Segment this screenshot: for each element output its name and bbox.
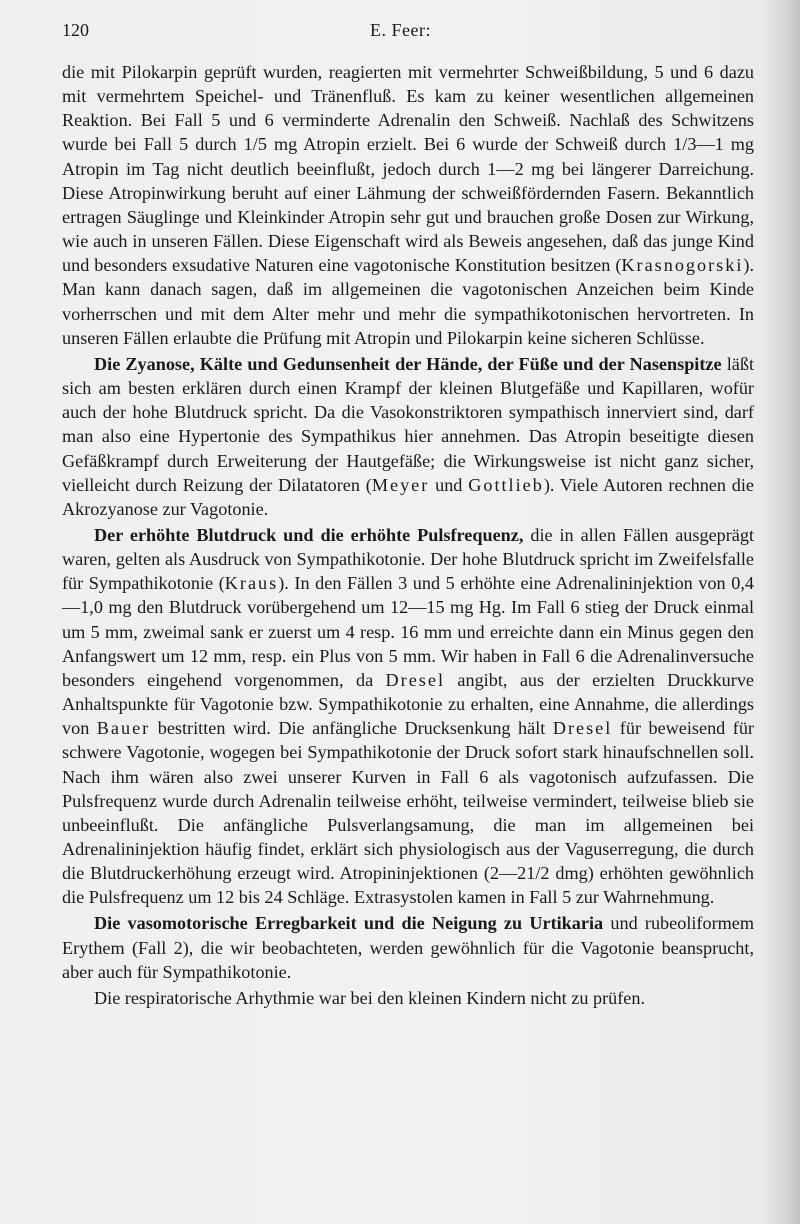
running-head: E. Feer: (370, 20, 431, 40)
binding-shadow (762, 0, 800, 1224)
paragraph-4 (62, 911, 754, 983)
text-run: —1 mg Atropin im Tag nicht deutlich beeinflußt, jedoch durch 1—2 mg bei längerer Darreichung. Diese Atropinwirkung beruht auf einer Lähmung der schweißfördernden Fasern. Bekanntlich ertragen Säuglinge und Kleinkinder Atropin sehr gut und brauchen große Dosen zur Wirkung, wie auch in unseren Fällen. Diese Eigenschaft wird als Beweis angesehen, daß das junge Kind und besonders exsudative Naturen eine vagotonische Konstitution besitzen ( (62, 134, 754, 276)
fraction: 1/2 (526, 863, 550, 884)
fraction: 1/5 (243, 134, 267, 155)
page-number: 120 (62, 20, 89, 40)
author-name: Dresel (552, 718, 613, 739)
text-run: bestritten wird. Die anfängliche Drucksenkung hält (150, 718, 553, 739)
fraction: 1/3 (673, 134, 697, 155)
text-run: die mit Pilokarpin geprüft wurden, reagierten mit vermehrter Schweißbildung, 5 und 6 dazu mit vermehrtem Speichel- und Tränenfluß. Es kam zu keiner wesentlichen allgemeinen Reaktion. Bei Fall 5 und 6 verminderte Adrenalin den Schweiß. Nachlaß des Schwitzens wurde bei Fall 5 durch (62, 62, 754, 155)
paragraph-2 (62, 352, 754, 521)
paragraph-1 (62, 60, 754, 350)
text-run: für beweisend für schwere Vagotonie, wogegen bei Sympathikotonie der Druck sofort stark hinaufschnellen soll. Nach ihm wären also zwei unserer Kurven in Fall 6 als vagotonisch aufzufassen. Die Pulsfrequenz wurde durch Adrenalin teilweise erhöht, teilweise vermindert, teilweise blieb sie unbeeinflußt. Die anfängliche Pulsverlangsamung, die man im allgemeinen bei Adrenalininjektion häufig findet, erklärt sich physiologisch aus der Vaguserregung, die durch die Blutdruckerhöhung erzeugt wird. Atropininjektionen (2—2 (62, 718, 754, 884)
text-run: ). Viele Autoren rechnen die Akrozyanose zur Vagotonie. (62, 474, 755, 519)
text-run: mg Atropin erzielt. Bei 6 wurde der Schweiß durch (266, 134, 674, 155)
author-name: Bauer (96, 718, 151, 739)
body-text (62, 60, 754, 1010)
text-run: ). In den Fällen 3 und 5 erhöhte eine Adrenalininjektion von 0,4—1,0 mg den Blutdruck vorübergehend um 12—15 mg Hg. Im Fall 6 stieg der Druck einmal um 5 mm, zweimal sank er zuerst um 4 resp. 16 mm und erreichte dann ein Minus gegen den Anfangswert um 12 mm, resp. ein Plus von 5 mm. Wir haben in Fall 6 die Adrenalinversuche besonders eingehend vorgenommen, da (62, 573, 754, 690)
author-name: Gottlieb (468, 474, 544, 495)
page-header (62, 20, 752, 44)
text-run: und (429, 474, 469, 495)
author-name: Dresel (385, 669, 446, 690)
paragraph-5 (62, 986, 754, 1010)
paragraph-3 (62, 523, 754, 910)
text-run: und rubeoliformem Erythem (Fall 2), die wir beobachteten, werden gewöhnlich für die Vagotonie beansprucht, aber auch für Sympathikotonie. (62, 913, 754, 982)
author-name: Meyer (371, 474, 430, 495)
section-heading: Die vasomotorische Erregbarkeit und die Neigung zu Urtikaria (94, 913, 604, 934)
section-heading: Der erhöhte Blutdruck und die erhöhte Pulsfrequenz, (94, 524, 524, 545)
text-run: dmg) erhöhten gewöhnlich die Pulsfrequenz um 12 bis 24 Schläge. Extrasystolen kamen in Fall 5 zur Wahrnehmung. (62, 863, 754, 908)
text-run: die in allen Fällen ausgeprägt waren, gelten als Ausdruck von Sympathikotonie. Der hohe Blutdruck spricht im Zweifelsfalle für Sympathikotonie ( (62, 524, 755, 594)
text-run: angibt, aus der erzielten Druckkurve Anhaltspunkte für Vagotonie bzw. Sympathikotonie zu erhalten, eine Annahme, die allerdings von (62, 669, 754, 739)
author-name: Kraus (224, 573, 279, 594)
section-heading: Die Zyanose, Kälte und Gedunsenheit der Hände, der Füße und der Nasenspitze (94, 353, 722, 374)
text-run: ). Man kann danach sagen, daß im allgemeinen die vagotonischen Anzeichen beim Kinde vorherrschen und mit dem Alter mehr und mehr die sympathikotonischen hervortreten. In unseren Fällen erlaubte die Prüfung mit Atropin und Pilokarpin keine sicheren Schlüsse. (62, 255, 754, 348)
author-name: Krasnogorski (621, 255, 744, 276)
text-run: Die respiratorische Arhythmie war bei den kleinen Kindern nicht zu prüfen. (94, 987, 645, 1008)
text-run: läßt sich am besten erklären durch einen Krampf der kleinen Blutgefäße und Kapillaren, wofür auch der hohe Blutdruck spricht. Da die Vasokonstriktoren sympathisch innerviert sind, darf man also eine Hypertonie des Sympathikus hier annehmen. Das Atropin beseitigte diesen Gefäßkrampf durch Erweiterung der Hautgefäße; die Wirkungsweise ist nicht ganz sicher, vielleicht durch Reizung der Dilatatoren ( (62, 353, 754, 495)
